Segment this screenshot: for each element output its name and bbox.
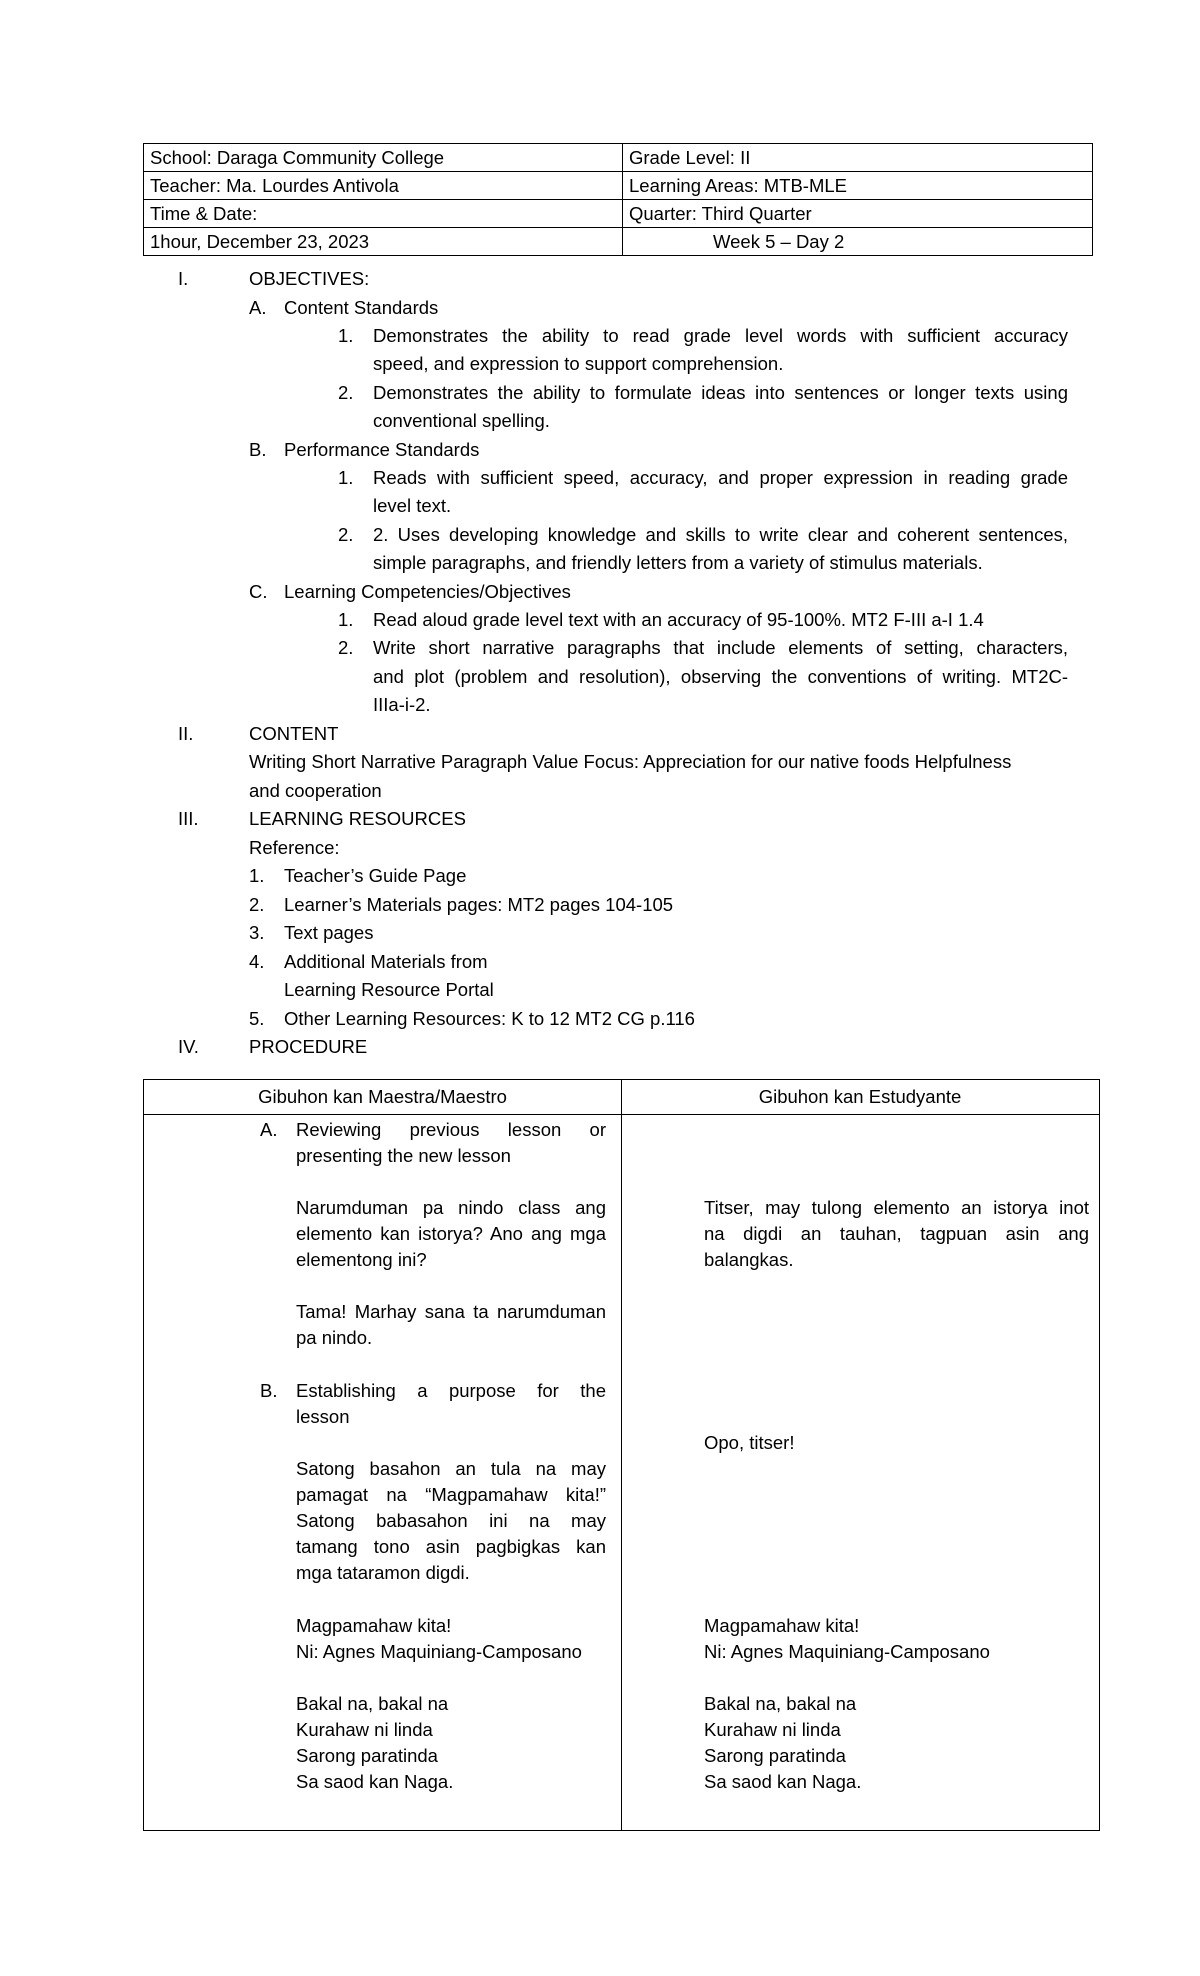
- section-number: IV.: [178, 1036, 199, 1057]
- item-number: 1.: [338, 325, 354, 346]
- resource-item: Text pages: [284, 922, 374, 943]
- item-number: 2.: [249, 894, 265, 915]
- item-number: 1.: [338, 467, 354, 488]
- duration-cell: 1hour, December 23, 2023: [144, 228, 623, 256]
- step-letter: A.: [260, 1119, 278, 1140]
- section-number: I.: [178, 268, 189, 289]
- resource-item: Learner’s Materials pages: MT2 pages 104-105: [284, 894, 674, 915]
- student-line: Opo, titser!: [704, 1432, 795, 1453]
- poem-title: Magpamahaw kita!: [704, 1615, 860, 1636]
- subsection-title: Performance Standards: [284, 439, 480, 460]
- school-cell: School: Daraga Community College: [144, 144, 623, 172]
- header-table: [143, 143, 1093, 256]
- section-title: PROCEDURE: [249, 1036, 368, 1057]
- teacher-line: pamagat na “Magpamahaw kita!”: [296, 1484, 606, 1505]
- poem-line: Kurahaw ni linda: [296, 1719, 433, 1740]
- subsection-letter: C.: [249, 581, 268, 602]
- poem-author: Ni: Agnes Maquiniang-Camposano: [704, 1641, 990, 1662]
- procedure-table: [143, 1079, 1100, 1831]
- item-text: Demonstrates the ability to formulate ideas into sentences or longer texts using: [373, 382, 1068, 403]
- poem-title: Magpamahaw kita!: [296, 1615, 452, 1636]
- step-title: presenting the new lesson: [296, 1145, 511, 1166]
- resource-item: Teacher’s Guide Page: [284, 865, 467, 886]
- poem-line: Bakal na, bakal na: [296, 1693, 449, 1714]
- teacher-line: elemento kan istorya? Ano ang mga: [296, 1223, 606, 1244]
- item-text: conventional spelling.: [373, 410, 550, 431]
- poem-author: Ni: Agnes Maquiniang-Camposano: [296, 1641, 582, 1662]
- student-column-header: Gibuhon kan Estudyante: [758, 1086, 962, 1107]
- item-number: 2.: [338, 382, 354, 403]
- poem-line: Kurahaw ni linda: [704, 1719, 841, 1740]
- item-text: Demonstrates the ability to read grade level words with sufficient accuracy: [373, 325, 1068, 346]
- poem-line: Sarong paratinda: [296, 1745, 438, 1766]
- subsection-letter: A.: [249, 297, 267, 318]
- item-number: 1.: [249, 865, 265, 886]
- teacher-line: elementong ini?: [296, 1249, 427, 1270]
- grade-cell: Grade Level: II: [623, 144, 1093, 172]
- reference-label: Reference:: [249, 837, 340, 858]
- item-number: 5.: [249, 1008, 265, 1029]
- subsection-letter: B.: [249, 439, 267, 460]
- item-number: 2.: [338, 637, 354, 658]
- teacher-line: Tama! Marhay sana ta narumduman: [296, 1301, 606, 1322]
- item-text: IIIa-i-2.: [373, 694, 431, 715]
- section-title: OBJECTIVES:: [249, 268, 370, 289]
- step-title: Establishing a purpose for the: [296, 1380, 606, 1401]
- teacher-column-header: Gibuhon kan Maestra/Maestro: [258, 1086, 507, 1107]
- student-line: Titser, may tulong elemento an istorya inot: [704, 1197, 1089, 1218]
- section-number: II.: [178, 723, 194, 744]
- item-text: speed, and expression to support comprehension.: [373, 353, 784, 374]
- content-text: and cooperation: [249, 780, 382, 801]
- poem-line: Sa saod kan Naga.: [704, 1771, 862, 1792]
- item-number: 1.: [338, 609, 354, 630]
- header-divider: [144, 1114, 1099, 1115]
- section-title: CONTENT: [249, 723, 339, 744]
- teacher-line: mga tataramon digdi.: [296, 1562, 470, 1583]
- teacher-cell: Teacher: Ma. Lourdes Antivola: [144, 172, 623, 200]
- column-divider: [621, 1080, 622, 1830]
- resource-item: Additional Materials from: [284, 951, 488, 972]
- item-number: 2.: [338, 524, 354, 545]
- item-text: Write short narrative paragraphs that include elements of setting, characters,: [373, 637, 1068, 658]
- poem-line: Sa saod kan Naga.: [296, 1771, 454, 1792]
- item-text: 2. Uses developing knowledge and skills to write clear and coherent sentences,: [373, 524, 1068, 545]
- student-line: na digdi an tauhan, tagpuan asin ang: [704, 1223, 1089, 1244]
- item-text: Reads with sufficient speed, accuracy, and proper expression in reading grade: [373, 467, 1068, 488]
- poem-line: Sarong paratinda: [704, 1745, 846, 1766]
- step-title: lesson: [296, 1406, 350, 1427]
- subsection-title: Learning Competencies/Objectives: [284, 581, 571, 602]
- section-title: LEARNING RESOURCES: [249, 808, 466, 829]
- item-text: Read aloud grade level text with an accuracy of 95-100%. MT2 F-III a-I 1.4: [373, 609, 984, 630]
- week-cell: Week 5 – Day 2: [623, 228, 1093, 256]
- student-line: balangkas.: [704, 1249, 794, 1270]
- item-text: level text.: [373, 495, 452, 516]
- content-text: Writing Short Narrative Paragraph Value Focus: Appreciation for our native foods Helpfulness: [249, 751, 1012, 772]
- teacher-line: Satong basahon an tula na may: [296, 1458, 606, 1479]
- poem-line: Bakal na, bakal na: [704, 1693, 857, 1714]
- teacher-line: tamang tono asin pagbigkas kan: [296, 1536, 606, 1557]
- teacher-line: Satong babasahon ini na may: [296, 1510, 606, 1531]
- teacher-line: pa nindo.: [296, 1327, 373, 1348]
- areas-cell: Learning Areas: MTB-MLE: [623, 172, 1093, 200]
- section-number: III.: [178, 808, 199, 829]
- step-letter: B.: [260, 1380, 278, 1401]
- step-title: Reviewing previous lesson or: [296, 1119, 606, 1140]
- item-number: 3.: [249, 922, 265, 943]
- item-number: 4.: [249, 951, 265, 972]
- teacher-line: Narumduman pa nindo class ang: [296, 1197, 606, 1218]
- resource-item: Other Learning Resources: K to 12 MT2 CG p.116: [284, 1008, 695, 1029]
- item-text: and plot (problem and resolution), observing the conventions of writing. MT2C-: [373, 666, 1068, 687]
- quarter-cell: Quarter: Third Quarter: [623, 200, 1093, 228]
- time-date-cell: Time & Date:: [144, 200, 623, 228]
- resource-item: Learning Resource Portal: [284, 979, 494, 1000]
- subsection-title: Content Standards: [284, 297, 439, 318]
- item-text: simple paragraphs, and friendly letters from a variety of stimulus materials.: [373, 552, 983, 573]
